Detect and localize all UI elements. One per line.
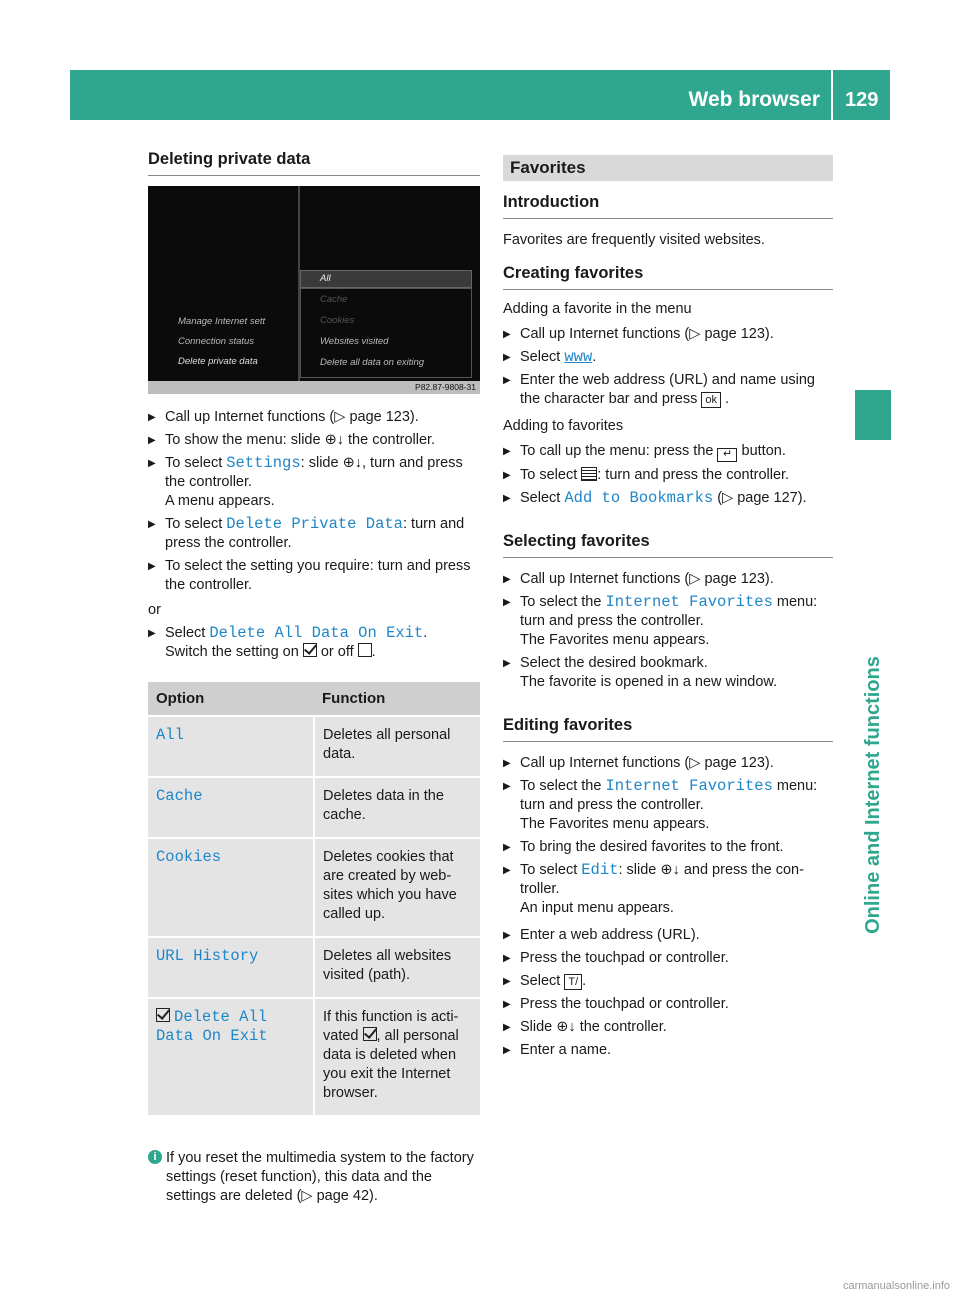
section-heading-editing: Editing favorites: [503, 716, 833, 742]
watermark: carmanualsonline.info: [842, 1280, 950, 1292]
list-item: ▶ Enter a name.: [503, 1041, 833, 1060]
list-item: ▶ Call up Internet functions (▷ page 123).: [503, 570, 833, 589]
page-title: Web browser: [688, 88, 820, 111]
list-item: ▶ To show the menu: slide ⊕↓ the controller.: [148, 431, 480, 450]
table-row: [148, 777, 480, 838]
screenshot-menu-left-item: Delete private data: [178, 356, 258, 367]
menu-code-add-to-bookmarks: Add to Bookmarks: [564, 489, 714, 507]
list-item: ▶ To bring the desired favorites to the front.: [503, 838, 833, 857]
table-row: [148, 937, 480, 998]
screenshot-menu-right-item: Delete all data on exiting: [320, 357, 425, 368]
text-input-icon: T/: [564, 974, 582, 990]
list-item: ▶ To select the Internet Favorites menu: turn and press the controller. The Favorites menu appears.: [503, 593, 833, 650]
editing-steps: [503, 754, 833, 1060]
screenshot-menu-right-item: Cookies: [320, 315, 355, 326]
option-description: If this function is acti-vated , all personal data is deleted when you exit the Internet browser.: [314, 998, 480, 1116]
list-item: ▶ Call up Internet functions (▷ page 123).: [503, 754, 833, 773]
menu-code-edit: Edit: [581, 861, 619, 879]
left-column: [148, 150, 480, 1206]
list-item: ▶ Press the touchpad or controller.: [503, 949, 833, 968]
screenshot-menu-left-item: Manage Internet sett: [178, 316, 266, 327]
option-description: Deletes all personal data.: [314, 716, 480, 777]
table-header-row: [148, 682, 480, 716]
chapter-tab-label: Online and Internet functions: [862, 656, 884, 934]
list-item: ▶ Enter the web address (URL) and name using the character bar and press ok .: [503, 371, 833, 409]
option-code: Cookies: [156, 848, 222, 866]
list-item: ▶ Enter a web address (URL).: [503, 926, 833, 945]
option-code: Delete All Data On Exit: [156, 1008, 268, 1045]
section-band-favorites: Favorites: [503, 155, 833, 181]
adding-label: Adding to favorites: [503, 418, 624, 434]
menu-code-www: www: [564, 348, 593, 366]
menu-screenshot: [148, 186, 480, 394]
table-row: [148, 716, 480, 777]
options-table: [148, 682, 480, 1117]
page-ref-arrow-icon: ▷: [689, 755, 701, 771]
list-item: ▶ Press the touchpad or controller.: [503, 995, 833, 1014]
table-row: [148, 998, 480, 1116]
page-ref-arrow-icon: ▷: [689, 326, 701, 342]
menu-code-delete-private-data: Delete Private Data: [226, 515, 403, 533]
option-description: Deletes data in the cache.: [314, 777, 480, 838]
section-heading-deleting: Deleting private data: [148, 150, 480, 176]
controller-slide-icon: ⊕↓: [556, 1019, 576, 1035]
section-heading-selecting: Selecting favorites: [503, 532, 833, 558]
creating-menu-label: Adding a favorite in the menu: [503, 301, 692, 317]
page-number: 129: [845, 89, 879, 111]
creating-steps: [503, 325, 833, 409]
menu-code-delete-all-data: Delete All Data On Exit: [209, 624, 424, 642]
selecting-steps: [503, 570, 833, 692]
section-heading-creating: Creating favorites: [503, 264, 833, 290]
page-ref-arrow-icon: ▷: [334, 409, 346, 425]
right-column: [503, 155, 833, 1064]
column-header-function: Function: [314, 682, 480, 716]
menu-code-internet-favorites: Internet Favorites: [605, 593, 773, 611]
list-item: ▶ Select T/ .: [503, 972, 833, 991]
checkbox-checked-icon: [303, 643, 317, 657]
controller-slide-icon: ⊕↓: [342, 455, 362, 471]
option-description: Deletes all websites visited (path).: [314, 937, 480, 998]
info-note: i If you reset the multimedia system to the factory settings (reset function), this data and the settings are deleted (▷ page 42).: [148, 1149, 480, 1206]
list-item: ▶ Call up Internet functions (▷ page 123).: [148, 408, 480, 427]
delete-steps: [148, 408, 480, 595]
or-text: or: [148, 602, 161, 618]
list-item: ▶ To call up the menu: press the ↵ button.: [503, 442, 833, 462]
delete-steps-alt: [148, 624, 480, 662]
controller-slide-icon: ⊕↓: [324, 432, 344, 448]
menu-code-settings: Settings: [226, 454, 301, 472]
list-item: ▶ To select : turn and press the controller.: [503, 466, 833, 485]
screenshot-menu-right-item: Cache: [320, 294, 348, 305]
page-ref-arrow-icon: ▷: [301, 1188, 313, 1204]
option-code: Cache: [156, 787, 203, 805]
list-item: ▶ Select www.: [503, 348, 833, 367]
adding-steps: [503, 442, 833, 508]
screenshot-menu-right-item: All: [320, 273, 331, 284]
option-code: URL History: [156, 947, 259, 965]
chapter-marker: [855, 390, 891, 440]
header-separator: [831, 70, 833, 120]
list-item: ▶ To select the setting you require: turn and press the controller.: [148, 557, 480, 595]
list-item: ▶ Select Delete All Data On Exit. Switch the setting on or off .: [148, 624, 480, 662]
list-item: ▶ To select Edit: slide ⊕↓ and press the con-troller. An input menu appears.: [503, 861, 833, 918]
table-row: [148, 838, 480, 937]
checkbox-unchecked-icon: [358, 643, 372, 657]
info-icon: i: [148, 1150, 162, 1164]
back-button-icon: ↵: [717, 448, 737, 462]
list-item: ▶ Select Add to Bookmarks (▷ page 127).: [503, 489, 833, 508]
option-description: Deletes cookies that are created by web-sites which you have called up.: [314, 838, 480, 937]
checkbox-checked-icon: [156, 1008, 170, 1022]
menu-icon: [581, 467, 597, 481]
page-ref-arrow-icon: ▷: [722, 490, 734, 506]
list-item: ▶ To select Settings: slide ⊕↓, turn and press the controller. A menu appears.: [148, 454, 480, 511]
menu-code-internet-favorites: Internet Favorites: [605, 777, 773, 795]
screenshot-menu-left-item: Connection status: [178, 336, 255, 347]
list-item: ▶ Slide ⊕↓ the controller.: [503, 1018, 833, 1037]
section-heading-introduction: Introduction: [503, 193, 833, 219]
controller-slide-icon: ⊕↓: [660, 862, 680, 878]
intro-text: Favorites are frequently visited websites.: [503, 232, 765, 248]
list-item: ▶ To select Delete Private Data: turn and press the controller.: [148, 515, 480, 553]
screenshot-menu-right-item: Websites visited: [320, 336, 389, 347]
list-item: ▶ To select the Internet Favorites menu: turn and press the controller. The Favorites menu appears.: [503, 777, 833, 834]
list-item: ▶ Select the desired bookmark. The favorite is opened in a new window.: [503, 654, 833, 692]
option-code: All: [156, 726, 184, 744]
ok-button-icon: ok: [701, 392, 721, 408]
checkbox-checked-icon: [363, 1027, 377, 1041]
page-ref-arrow-icon: ▷: [689, 571, 701, 587]
screenshot-code: P82.87-9808-31: [415, 382, 476, 392]
list-item: ▶ Call up Internet functions (▷ page 123).: [503, 325, 833, 344]
column-header-option: Option: [148, 682, 314, 716]
